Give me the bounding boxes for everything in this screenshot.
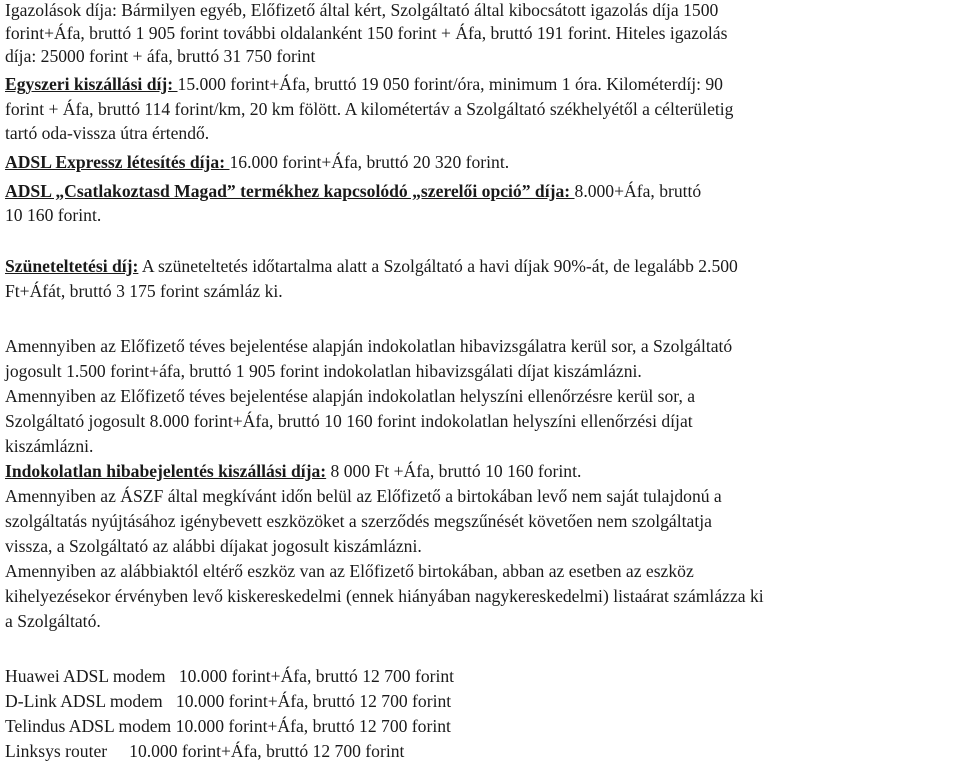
device-name: Telindus ADSL modem bbox=[5, 716, 172, 736]
heading: Egyszeri kiszállási díj: bbox=[5, 74, 178, 94]
device-name: Linksys router bbox=[5, 741, 108, 761]
device-name: D-Link ADSL modem bbox=[5, 691, 163, 711]
text-line: Igazolások díja: Bármilyen egyéb, Előfizető által kért, Szolgáltató által kibocsátott igazolás díja 1500 bbox=[5, 0, 719, 20]
text: A szüneteltetés időtartalma alatt a Szolgáltató a havi díjak 90%-át, de legalább 2.500 bbox=[138, 256, 738, 276]
text-line bbox=[5, 74, 723, 94]
text-line: kihelyezésekor érvényben levő kiskereskedelmi (ennek hiányában nagykereskedelmi) listaárat számlázza ki bbox=[5, 586, 764, 606]
text-line: díja: 25000 forint + áfa, bruttó 31 750 forint bbox=[5, 46, 316, 66]
heading: ADSL Expressz létesítés díja: bbox=[5, 152, 230, 172]
heading: Szüneteltetési díj: bbox=[5, 256, 139, 276]
text-line: Amennyiben az alábbiaktól eltérő eszköz van az Előfizető birtokában, abban az esetben az eszköz bbox=[5, 561, 694, 581]
text-line: szolgáltatás nyújtásához igénybevett eszközöket a szerződés megszűnését követően nem szolgáltatja bbox=[5, 511, 712, 531]
text-line: Amennyiben az Előfizető téves bejelentése alapján indokolatlan helyszíni ellenőrzésre kerül sor, a bbox=[5, 386, 696, 406]
text-line: Szolgáltató jogosult 8.000 forint+Áfa, bruttó 10 160 forint indokolatlan helyszíni ellenőrzési díjat bbox=[5, 411, 693, 431]
text-line bbox=[5, 461, 581, 481]
text-line: 10 160 forint. bbox=[5, 205, 102, 225]
text-line bbox=[5, 256, 738, 276]
text-line bbox=[5, 152, 509, 172]
device-price: 10.000 forint+Áfa, bruttó 12 700 forint bbox=[175, 691, 452, 711]
list-item bbox=[5, 741, 404, 761]
text-line: jogosult 1.500 forint+áfa, bruttó 1 905 forint indokolatlan hibavizsgálati díjat kiszámlázni. bbox=[5, 361, 642, 381]
text: Amennyiben az Előfizető téves bejelentése alapján indokolatlan hibavizsgálatra kerül sor, a Szolgáltató bbox=[5, 336, 733, 356]
text: 15.000 forint+Áfa, bruttó 19 050 forint/óra, minimum 1 óra. Kilométerdíj: 90 bbox=[177, 74, 723, 94]
text-line: Amennyiben az ÁSZF által megkívánt időn belül az Előfizető a birtokában levő nem saját tulajdonú a bbox=[5, 486, 722, 506]
text-line: vissza, a Szolgáltató az alábbi díjakat jogosult kiszámlázni. bbox=[5, 536, 422, 556]
device-name: Huawei ADSL modem bbox=[5, 666, 166, 686]
heading: ADSL „Csatlakoztasd Magad” termékhez kapcsolódó „szerelői opció” díja: bbox=[5, 181, 575, 201]
list-item bbox=[5, 666, 454, 686]
text: 8.000+Áfa, bruttó bbox=[574, 181, 702, 201]
text-line: tartó oda-vissza útra értendő. bbox=[5, 123, 210, 143]
device-price: 10.000 forint+Áfa, bruttó 12 700 forint bbox=[178, 666, 455, 686]
text: 16.000 forint+Áfa, bruttó 20 320 forint. bbox=[229, 152, 510, 172]
text-line: kiszámlázni. bbox=[5, 436, 94, 456]
list-item bbox=[5, 691, 451, 711]
text-line: forint + Áfa, bruttó 114 forint/km, 20 km fölött. A kilométertáv a Szolgáltató székhelyétől a célterületig bbox=[5, 99, 734, 119]
text: 8 000 Ft +Áfa, bruttó 10 160 forint. bbox=[326, 461, 582, 481]
text-line bbox=[5, 181, 701, 201]
device-price: 10.000 forint+Áfa, bruttó 12 700 forint bbox=[129, 741, 405, 761]
text-line: forint+Áfa, bruttó 1 905 forint további oldalanként 150 forint + Áfa, bruttó 191 forint. Hiteles igazolás bbox=[5, 23, 728, 43]
text-line bbox=[5, 336, 955, 356]
list-item bbox=[5, 716, 451, 736]
heading: Indokolatlan hibabejelentés kiszállási díja: bbox=[5, 461, 327, 481]
text-line: a Szolgáltató. bbox=[5, 611, 101, 631]
text-line: Ft+Áfát, bruttó 3 175 forint számláz ki. bbox=[5, 281, 283, 301]
device-price: 10.000 forint+Áfa, bruttó 12 700 forint bbox=[175, 716, 451, 736]
